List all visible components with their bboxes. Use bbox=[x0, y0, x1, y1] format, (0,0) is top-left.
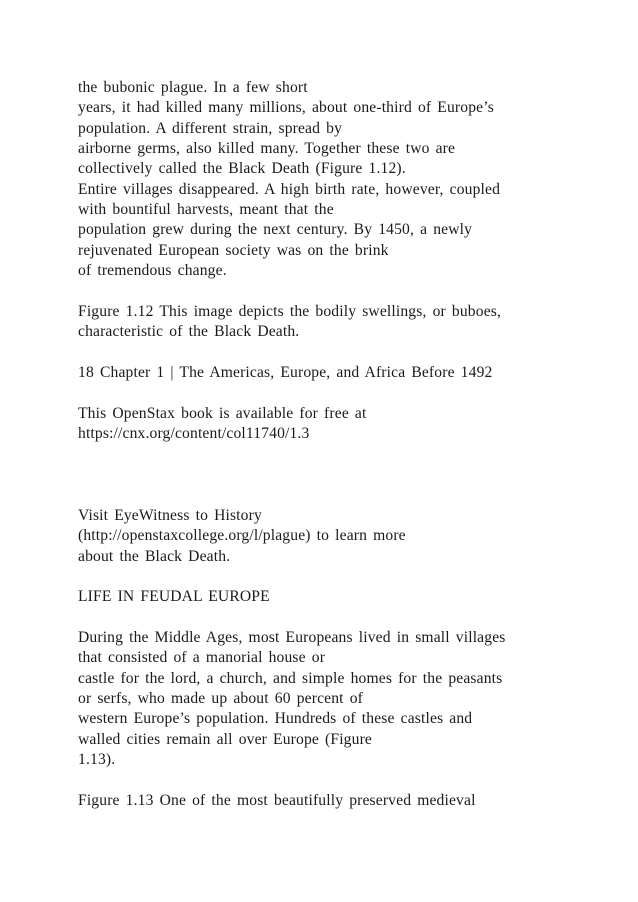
text-line: During the Middle Ages, most Europeans lived in small villages bbox=[78, 629, 506, 646]
text-line: population. A different strain, spread by bbox=[78, 120, 343, 137]
text-line: of tremendous change. bbox=[78, 262, 227, 279]
text-line: years, it had killed many millions, about one-third of Europe’s bbox=[78, 99, 494, 116]
text-line: or serfs, who made up about 60 percent of bbox=[78, 690, 363, 707]
figure-caption: characteristic of the Black Death. bbox=[78, 323, 300, 340]
text-line: collectively called the Black Death (Figure 1.12). bbox=[78, 160, 406, 177]
text-line: airborne germs, also killed many. Together these two are bbox=[78, 140, 456, 157]
text-line: castle for the lord, a church, and simple homes for the peasants bbox=[78, 670, 503, 687]
text-line: Entire villages disappeared. A high birth rate, however, coupled bbox=[78, 181, 501, 198]
attribution-url: https://cnx.org/content/col11740/1.3 bbox=[78, 425, 310, 442]
text-line: population grew during the next century. By 1450, a newly bbox=[78, 221, 473, 238]
text-line: rejuvenated European society was on the brink bbox=[78, 242, 389, 259]
text-line: the bubonic plague. In a few short bbox=[78, 79, 308, 96]
page-footer: 18 Chapter 1 | The Americas, Europe, and Africa Before 1492 bbox=[78, 364, 493, 381]
text-line: walled cities remain all over Europe (Figure bbox=[78, 731, 372, 748]
text-line: about the Black Death. bbox=[78, 548, 231, 565]
section-heading: LIFE IN FEUDAL EUROPE bbox=[78, 588, 270, 605]
text-line: 1.13). bbox=[78, 751, 116, 768]
attribution-text: This OpenStax book is available for free at bbox=[78, 405, 367, 422]
text-line: Visit EyeWitness to History bbox=[78, 507, 262, 524]
figure-caption: Figure 1.13 One of the most beautifully preserved medieval bbox=[78, 792, 476, 809]
figure-caption: Figure 1.12 This image depicts the bodily swellings, or buboes, bbox=[78, 303, 502, 320]
link-text: (http://openstaxcollege.org/l/plague) to learn more bbox=[78, 527, 406, 544]
text-line: western Europe’s population. Hundreds of these castles and bbox=[78, 710, 473, 727]
text-line: with bountiful harvests, meant that the bbox=[78, 201, 334, 218]
text-line: that consisted of a manorial house or bbox=[78, 649, 326, 666]
